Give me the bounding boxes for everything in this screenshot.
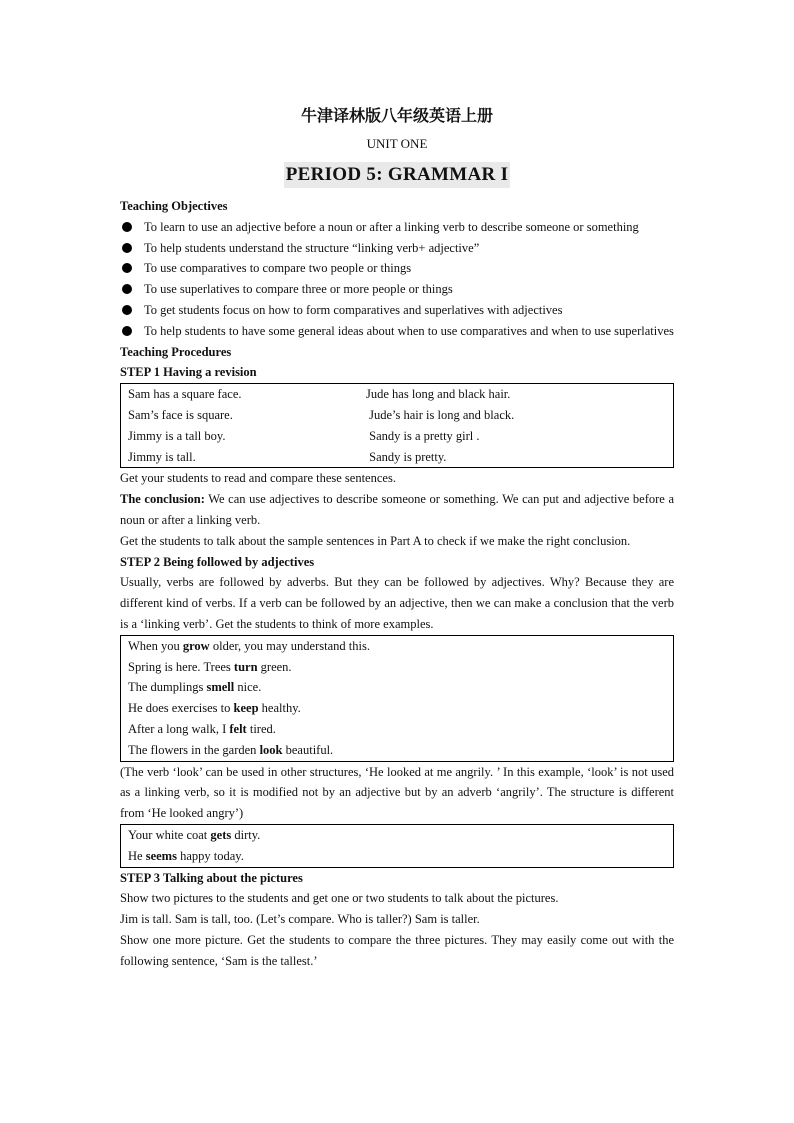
conclusion-paragraph: The conclusion: We can use adjectives to describe someone or something. We can put and adjective before a noun or after a linking verb.	[120, 492, 674, 527]
list-item: To help students to have some general ideas about when to use comparatives and when to use superlatives	[120, 321, 674, 342]
bullet-icon	[122, 263, 132, 273]
example-sentence: Spring is here. Trees turn green.	[128, 659, 292, 674]
example-sentence: Your white coat gets dirty.	[128, 827, 261, 842]
look-note: (The verb ‘look’ can be used in other structures, ‘He looked at me angrily. ’ In this example, ‘look’ is not used as a linking verb, so it is modified not by an adjective but by an adverb ‘angrily’. The structure is different from ‘He looked angry’)	[120, 764, 674, 821]
bullet-icon	[122, 305, 132, 315]
list-item: To use comparatives to compare two people or things	[120, 258, 674, 279]
example-sentence: He does exercises to keep healthy.	[128, 701, 301, 716]
step2-heading: STEP 2 Being followed by adjectives	[120, 554, 315, 569]
table-row: Sam’s face is square. Jude’s hair is long and black.	[128, 407, 515, 422]
example-sentence: The dumplings smell nice.	[128, 680, 262, 695]
period-heading	[120, 162, 674, 188]
example-sentence: The flowers in the garden look beautiful.	[128, 742, 334, 757]
document-title: 牛津译林版八年级英语上册	[300, 106, 493, 125]
step1-heading: STEP 1 Having a revision	[120, 365, 257, 380]
list-item: To learn to use an adjective before a noun or after a linking verb to describe someone or something	[120, 217, 674, 238]
step3-line: Jim is tall. Sam is tall, too. (Let’s compare. Who is taller?) Sam is taller.	[120, 912, 480, 927]
bullet-icon	[122, 243, 132, 253]
step3-heading: STEP 3 Talking about the pictures	[120, 870, 303, 885]
step3-line: Show two pictures to the students and get one or two students to talk about the pictures.	[120, 891, 559, 906]
step1-check: Get the students to talk about the sample sentences in Part A to check if we make the right conclusion.	[120, 533, 631, 548]
conclusion-label: The conclusion:	[120, 492, 205, 507]
step1-instruction: Get your students to read and compare these sentences.	[120, 471, 396, 486]
example-sentence: When you grow older, you may understand this.	[128, 638, 370, 653]
more-examples-box	[120, 824, 674, 868]
document-page	[120, 104, 674, 971]
linking-verb-examples-box	[120, 635, 674, 762]
bullet-icon	[122, 222, 132, 232]
bullet-icon	[122, 326, 132, 336]
revision-box	[120, 383, 674, 468]
procedures-heading: Teaching Procedures	[120, 344, 232, 359]
list-item: To get students focus on how to form comparatives and superlatives with adjectives	[120, 300, 674, 321]
bullet-icon	[122, 284, 132, 294]
unit-label: UNIT ONE	[366, 136, 428, 151]
table-row: Jimmy is tall. Sandy is pretty.	[128, 449, 447, 464]
list-item: To help students understand the structure “linking verb+ adjective”	[120, 238, 674, 259]
table-row: Jimmy is a tall boy. Sandy is a pretty girl .	[128, 428, 480, 443]
step3-line: Show one more picture. Get the students to compare the three pictures. They may easily come out with the following sentence, ‘Sam is the tallest.’	[120, 932, 674, 968]
objectives-heading: Teaching Objectives	[120, 199, 228, 213]
table-row: Sam has a square face. Jude has long and black hair.	[128, 387, 511, 402]
example-sentence: He seems happy today.	[128, 848, 244, 863]
step2-intro: Usually, verbs are followed by adverbs. But they can be followed by adjectives. Why? Because they are different kind of verbs. If a verb can be followed by an adjective, then we can make a conclusion that the verb is a ‘linking verb’. Get the students to think of more examples.	[120, 575, 674, 631]
list-item: To use superlatives to compare three or more people or things	[120, 279, 674, 300]
example-sentence: After a long walk, I felt tired.	[128, 721, 276, 736]
objectives-list	[120, 217, 674, 342]
period-title: PERIOD 5: GRAMMAR I	[284, 162, 511, 188]
